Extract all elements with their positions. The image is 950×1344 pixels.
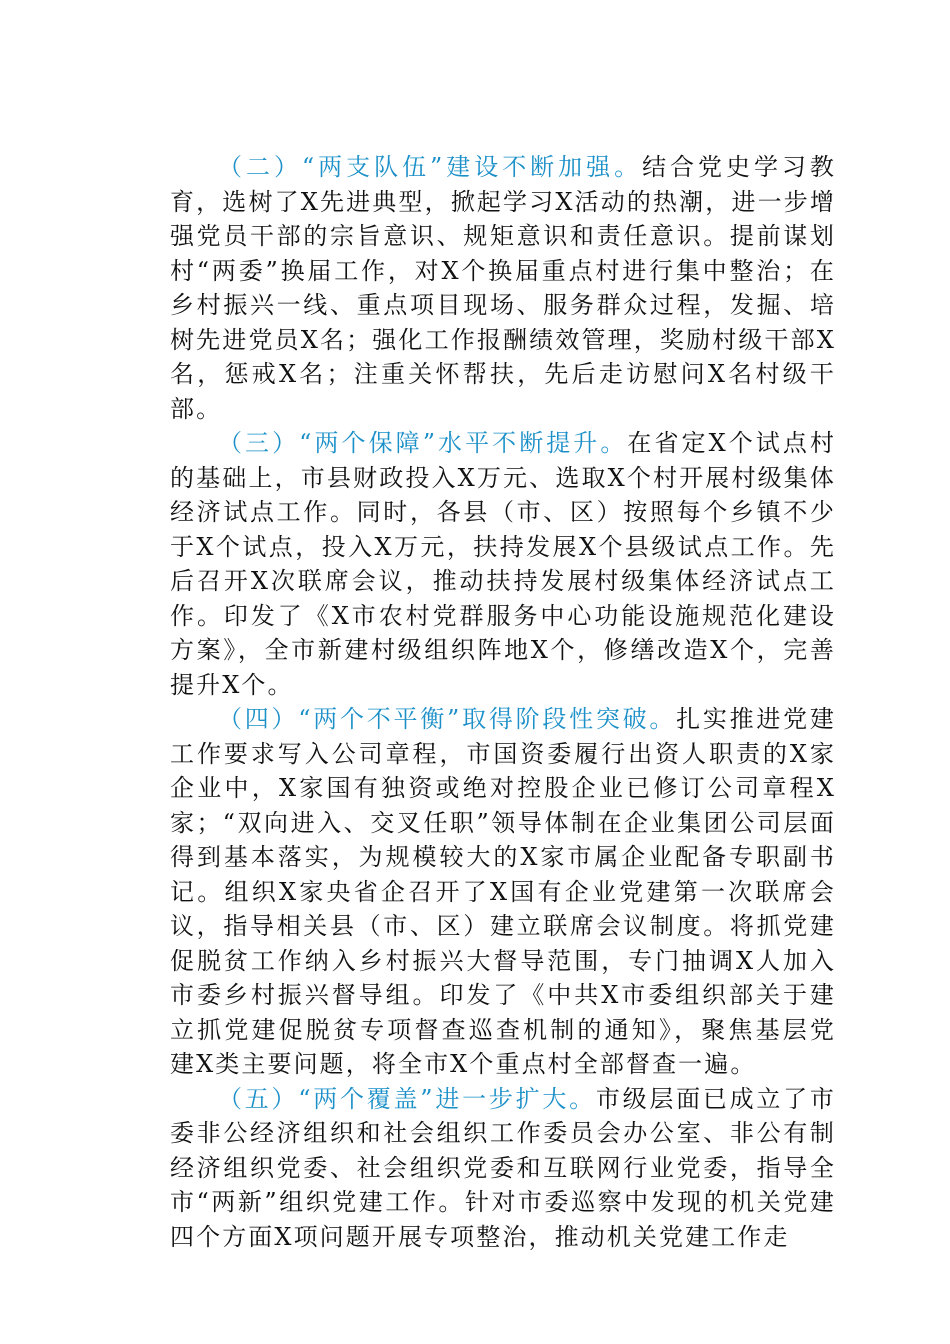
paragraph-5-heading: （五）“两个覆盖”进一步扩大。 <box>218 1084 596 1113</box>
paragraph-3 <box>170 426 836 702</box>
paragraph-4-heading: （四）“两个不平衡”取得阶段性突破。 <box>218 705 677 733</box>
document-body <box>170 150 836 1254</box>
paragraph-2-heading: （二）“两支队伍”建设不断加强。 <box>218 153 643 181</box>
paragraph-5 <box>170 1082 836 1255</box>
paragraph-3-body: 在省定X个试点村的基础上，市县财政投入X万元、选取X个村开展村级集体经济试点工作。同时，各县（市、区）按照每个乡镇不少于X个试点，投入X万元，扶持发展X个县级试点工作。先后召开X次联席会议，推动扶持发展村级集体经济试点工作。印发了《X市农村党群服务中心功能设施规范化建设方案》，全市新建村级组织阵地X个，修缮改造X个，完善提升X个。 <box>170 429 836 699</box>
paragraph-5-body: 市级层面已成立了市委非公经济组织和社会组织工作委员会办公室、非公有制经济组织党委、社会组织党委和互联网行业党委，指导全市“两新”组织党建工作。针对市委巡察中发现的机关党建四个方面X项问题开展专项整治，推动机关党建工作走 <box>170 1084 836 1251</box>
paragraph-4-body: 扎实推进党建工作要求写入公司章程，市国资委履行出资人职责的X家企业中，X家国有独资或绝对控股企业已修订公司章程X家；“双向进入、交叉任职”领导体制在企业集团公司层面得到基本落实，为规模较大的X家市属企业配备专职副书记。组织X家央省企召开了X国有企业党建第一次联席会议，指导相关县（市、区）建立联席会议制度。将抓党建促脱贫工作纳入乡村振兴大督导范围，专门抽调X人加入市委乡村振兴督导组。印发了《中共X市委组织部关于建立抓党建促脱贫专项督查巡查机制的通知》，聚焦基层党建X类主要问题，将全市X个重点村全部督查一遍。 <box>170 705 836 1078</box>
paragraph-2 <box>170 150 836 426</box>
paragraph-4 <box>170 702 836 1082</box>
paragraph-3-heading: （三）“两个保障”水平不断提升。 <box>218 429 628 457</box>
paragraph-2-body: 结合党史学习教育，选树了X先进典型，掀起学习X活动的热潮，进一步增强党员干部的宗旨意识、规矩意识和责任意识。提前谋划村“两委”换届工作，对X个换届重点村进行集中整治；在乡村振兴一线、重点项目现场、服务群众过程，发掘、培树先进党员X名；强化工作报酬绩效管理，奖励村级干部X名，惩戒X名；注重关怀帮扶，先后走访慰问X名村级干部。 <box>170 153 837 423</box>
